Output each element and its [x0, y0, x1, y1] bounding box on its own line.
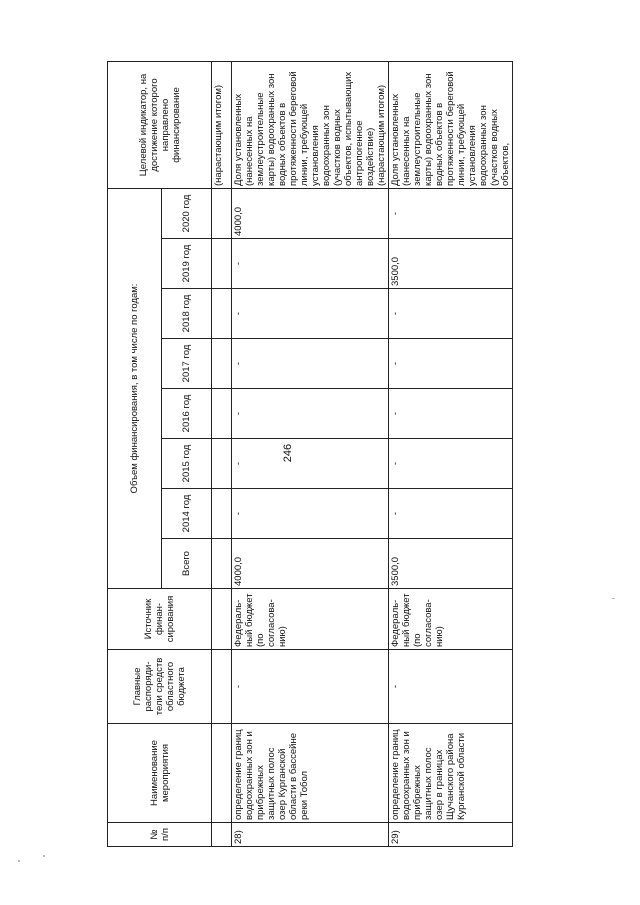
header-funding-group: Объем финансирования, в том числе по годам:: [108, 188, 162, 588]
total-cell: 3500,0: [389, 539, 513, 589]
table-row: [389, 61, 513, 846]
continuation-row: [212, 61, 232, 846]
manager-cell: -: [389, 650, 513, 724]
header-year-2014: 2014 год: [162, 489, 212, 539]
header-num: № п/п: [108, 823, 212, 847]
year-cell-2019: -: [232, 239, 389, 289]
row-number: 28): [232, 823, 389, 847]
indicator-cell: Доля установленных (нанесенных на землеустроительные карты) водоохранных зон водных объектов в протяженности береговой линии, требующей установления водоохранных зон (участков водных объектов, испытывающих антропогенное воздействие) (нарастающим итогом): [232, 61, 389, 188]
scan-speck: [43, 855, 45, 857]
year-cell-2019: 3500,0: [389, 239, 513, 289]
header-year-2018: 2018 год: [162, 289, 212, 339]
header-year-2020: 2020 год: [162, 188, 212, 238]
activity-name: определение границ водоохранных зон и прибрежных защитных полос озер в границах Щучанского района Курганской области: [389, 724, 513, 823]
header-name: Наименование мероприятия: [108, 724, 212, 823]
source-cell: Федераль-ный бюджет (по согласова-нию): [389, 589, 513, 650]
scan-speck: [18, 860, 20, 862]
year-cell-2018: -: [232, 289, 389, 339]
row-number: 29): [389, 823, 513, 847]
header-year-2016: 2016 год: [162, 389, 212, 439]
header-source: Источник финан-сирования: [108, 589, 212, 650]
funding-table-rotated: [107, 62, 511, 847]
year-cell-2020: 4000,0: [232, 188, 389, 238]
header-managers: Главные распоряди-тели средств областного бюджета: [108, 650, 212, 724]
header-total: Всего: [162, 539, 212, 589]
year-cell-2014: -: [232, 489, 389, 539]
source-cell: Федераль-ный бюджет (по согласова-нию): [232, 589, 389, 650]
scan-speck: [612, 598, 615, 599]
year-cell-2015: -: [389, 439, 513, 489]
year-cell-2018: -: [389, 289, 513, 339]
header-indicator: Целевой индикатор, на достижение которого направлено финансирование: [108, 61, 212, 188]
funding-table: [107, 61, 513, 847]
indicator-cell: Доля установленных (нанесенных на землеустроительные карты) водоохранных зон водных объектов в протяженности береговой линии, требующей установления водоохранных зон (участков водных объектов,: [389, 61, 513, 188]
table-row: [232, 61, 389, 846]
continuation-note: (нарастающим итогом): [212, 61, 232, 188]
header-row-1: [108, 61, 162, 846]
year-cell-2015: -: [232, 439, 389, 489]
header-year-2017: 2017 год: [162, 339, 212, 389]
manager-cell: -: [232, 650, 389, 724]
year-cell-2016: -: [232, 389, 389, 439]
page-number: 246: [282, 443, 294, 463]
total-cell: 4000,0: [232, 539, 389, 589]
year-cell-2017: -: [389, 339, 513, 389]
year-cell-2020: -: [389, 188, 513, 238]
year-cell-2014: -: [389, 489, 513, 539]
activity-name: определение границ водоохранных зон и прибрежных защитных полос озер Курганской области в бассейне реки Тобол: [232, 724, 389, 823]
rotated-page-area: [107, 62, 511, 847]
year-cell-2017: -: [232, 339, 389, 389]
year-cell-2016: -: [389, 389, 513, 439]
header-year-2019: 2019 год: [162, 239, 212, 289]
header-year-2015: 2015 год: [162, 439, 212, 489]
